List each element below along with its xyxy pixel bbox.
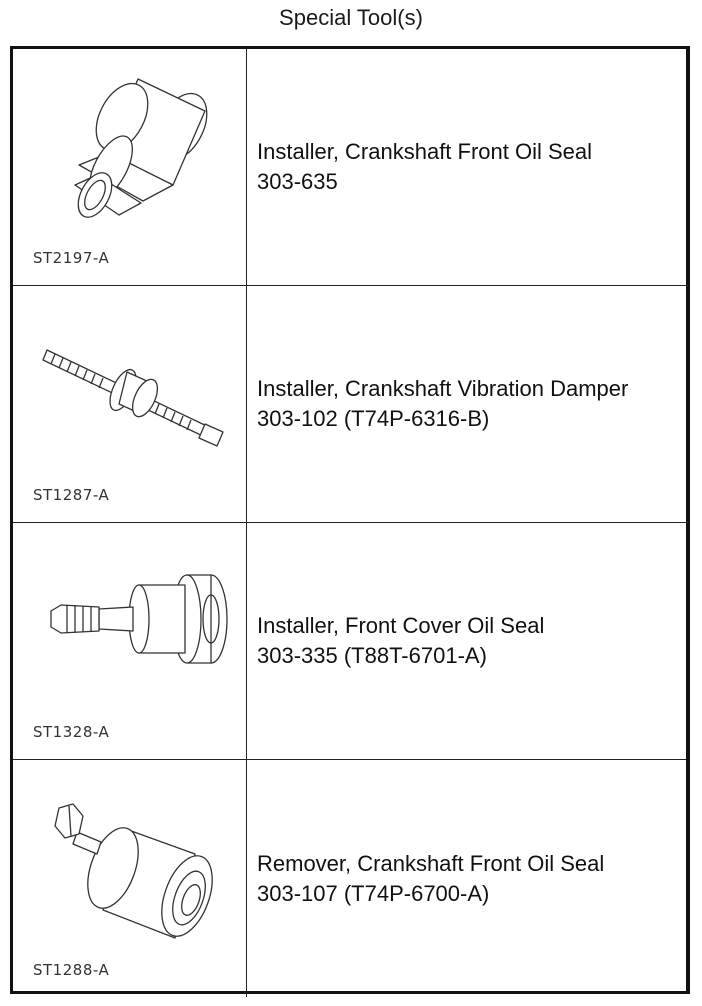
- tool-code: ST2197-A: [33, 249, 110, 267]
- tool-description-cell: [247, 49, 686, 285]
- tool-name: Remover, Crankshaft Front Oil Seal: [257, 850, 605, 876]
- cover-seal-installer-icon: [25, 541, 235, 711]
- tool-number: 303-635: [257, 169, 338, 194]
- tool-image-cell: [13, 760, 247, 997]
- threaded-rod-installer-icon: [25, 304, 235, 474]
- tool-number: 303-102 (T74P-6316-B): [257, 406, 490, 431]
- tool-description-cell: [247, 523, 686, 759]
- tool-row: [13, 760, 686, 997]
- seal-remover-icon: [25, 778, 235, 948]
- tool-row: [13, 523, 686, 760]
- tool-number: 303-335 (T88T-6701-A): [257, 643, 487, 668]
- tool-code: ST1287-A: [33, 486, 110, 504]
- special-tools-table: [10, 46, 690, 994]
- tool-name: Installer, Crankshaft Front Oil Seal: [257, 139, 593, 164]
- tool-row: [13, 286, 686, 523]
- page-title: Special Tool(s): [279, 5, 423, 30]
- tool-name: Installer, Crankshaft Vibration Damper: [257, 376, 629, 401]
- seal-installer-cup-icon: [25, 67, 235, 237]
- tool-row: [13, 49, 686, 286]
- tool-image-cell: [13, 523, 247, 759]
- tool-name: Installer, Front Cover Oil Seal: [257, 613, 545, 638]
- tool-image-cell: [13, 286, 247, 522]
- tool-image-cell: [13, 49, 247, 285]
- tool-description-cell: [247, 760, 686, 997]
- tool-description-cell: [247, 286, 686, 522]
- tool-code: ST1328-A: [33, 723, 110, 741]
- tool-number: 303-107 (T74P-6700-A): [257, 880, 490, 906]
- tool-code: ST1288-A: [33, 961, 110, 979]
